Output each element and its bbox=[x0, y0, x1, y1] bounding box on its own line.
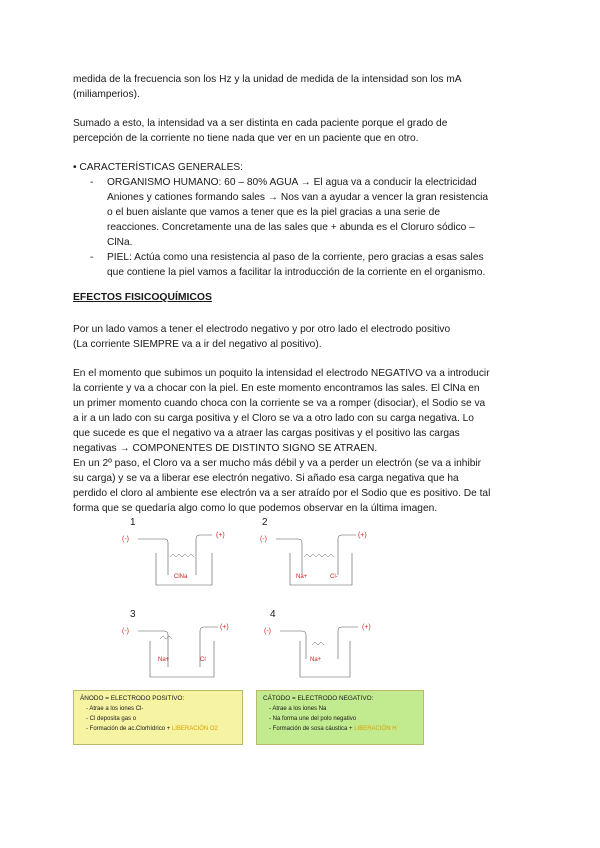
section-heading: EFECTOS FISICOQUÍMICOS bbox=[73, 292, 212, 303]
positive-electrode-label: (+) bbox=[362, 624, 371, 631]
ion-label: Cl bbox=[200, 657, 206, 663]
cathode-item: - Formación de sosa cáustica + LIBERACIÓN H bbox=[269, 726, 397, 732]
diagram-number: 2 bbox=[262, 517, 268, 528]
diagram-number: 1 bbox=[130, 517, 136, 528]
anode-item: - Cl deposita gas o bbox=[86, 716, 137, 722]
anode-highlight: LIBERACIÓN O2 bbox=[171, 726, 218, 732]
paragraph-line: negativas → COMPONENTES DE DISTINTO SIGNO SE ATRAEN. bbox=[73, 443, 378, 454]
anode-summary-box bbox=[73, 690, 243, 745]
positive-electrode-label: (+) bbox=[216, 532, 225, 539]
positive-electrode-label: (+) bbox=[358, 532, 367, 539]
list-line: reacciones. Concretamente una de las sales que + abunda es el Cloruro sódico – bbox=[107, 222, 475, 233]
ion-label: ClNa bbox=[174, 574, 188, 580]
list-line: Aniones y cationes formando sales → Nos van a ayudar a vencer la gran resistencia bbox=[107, 192, 489, 203]
paragraph-line: la corriente y va a chocar con la piel. En este momento encontramos las sales. El ClNa en bbox=[73, 383, 480, 394]
anode-title: ÁNODO = ELECTRODO POSITIVO: bbox=[80, 695, 185, 702]
paragraph-line: En un 2º paso, el Cloro va a ser mucho más débil y va a perder un electrón (se va a inhibir bbox=[73, 458, 482, 469]
list-line: o el buen aislante que vamos a tener que es la piel gracias a una serie de bbox=[107, 207, 441, 218]
negative-electrode-label: (-) bbox=[122, 536, 129, 543]
paragraph-line: medida de la frecuencia son los Hz y la unidad de medida de la intensidad son los mA bbox=[73, 74, 462, 85]
paragraph-line: perdido el cloro al ambiente ese electrón va a ser atraído por el Sodio que es positivo. De tal bbox=[73, 488, 491, 499]
electrolysis-diagram-2 bbox=[258, 527, 388, 587]
electrolysis-diagram-3 bbox=[120, 619, 250, 679]
cathode-highlight: LIBERACIÓN H bbox=[354, 726, 397, 732]
characteristic-item-organism bbox=[90, 175, 530, 253]
electrolysis-diagram-1-graphic bbox=[120, 527, 250, 587]
paragraph-line: (miliamperios). bbox=[73, 89, 140, 100]
list-line: ClNa. bbox=[107, 237, 133, 248]
list-line: PIEL: Actúa como una resistencia al paso de la corriente, pero gracias a esas sales bbox=[107, 252, 484, 263]
paragraph-line: percepción de la corriente no tiene nada que ver en un paciente que en otro. bbox=[73, 133, 419, 144]
paragraph-line: a ir a un lado con su carga positiva y el Cloro se va a otro lado con su carga negativa. Lo bbox=[73, 413, 474, 424]
paragraph-line: Sumado a esto, la intensidad va a ser distinta en cada paciente porque el grado de bbox=[73, 118, 448, 129]
ion-label: Na+ bbox=[296, 574, 308, 580]
ion-label: Cl- bbox=[330, 574, 338, 580]
positive-electrode-label: (+) bbox=[220, 624, 229, 631]
cathode-item: - Na forma une del polo negativo bbox=[269, 716, 357, 722]
negative-electrode-label: (-) bbox=[260, 536, 267, 543]
electrolysis-diagram-2-graphic bbox=[258, 527, 388, 587]
characteristic-item-skin bbox=[90, 250, 530, 282]
list-line: que contiene la piel vamos a facilitar la introducción de la corriente en el organismo. bbox=[107, 267, 486, 278]
paragraph-line: Por un lado vamos a tener el electrodo negativo y por otro lado el electrodo positivo bbox=[73, 324, 451, 335]
diagram-number: 3 bbox=[130, 609, 136, 620]
ion-label: Na+ bbox=[310, 657, 322, 663]
diagram-number: 4 bbox=[270, 609, 276, 620]
paragraph-line: que sucede es que el negativo va a atraer las cargas positivas y el positivo las cargas bbox=[73, 428, 460, 439]
ion-label: Na+ bbox=[158, 657, 170, 663]
negative-electrode-label: (-) bbox=[264, 628, 271, 635]
anode-item: - Formación de ac.Clorhídrico + LIBERACIÓN O2 bbox=[86, 726, 218, 732]
paragraph-line: En el momento que subimos un poquito la intensidad el electrodo NEGATIVO va a introducir bbox=[73, 368, 490, 379]
list-line: ORGANISMO HUMANO: 60 – 80% AGUA → El agua va a conducir la electricidad bbox=[107, 177, 477, 188]
paragraph-line: forma que se quedaría algo como lo que podemos observar en la última imagen. bbox=[73, 503, 438, 514]
list-dash: - bbox=[90, 177, 94, 188]
electrolysis-diagram-4 bbox=[262, 619, 392, 679]
paragraph-line: (La corriente SIEMPRE va a ir del negativo al positivo). bbox=[73, 339, 322, 350]
list-dash: - bbox=[90, 252, 94, 263]
negative-electrode-label: (-) bbox=[122, 628, 129, 635]
paragraph-line: un primer momento cuando choca con la corriente se va a romper (disociar), el Sodio se va bbox=[73, 398, 486, 409]
cathode-item: - Atrae a los iones Na bbox=[269, 706, 327, 712]
electrolysis-diagram-1 bbox=[120, 527, 250, 587]
characteristics-heading: • CARACTERÍSTICAS GENERALES: bbox=[73, 162, 243, 173]
electrolysis-diagram-4-graphic bbox=[262, 619, 392, 679]
cathode-title: CÁTODO = ELECTRODO NEGATIVO: bbox=[263, 695, 374, 702]
electrolysis-diagram-3-graphic bbox=[120, 619, 250, 679]
paragraph-line: su carga) y se va a liberar ese electrón negativo. Si añado esa carga negativa que ha bbox=[73, 473, 459, 484]
anode-item: - Atrae a los iones Cl- bbox=[86, 706, 144, 712]
cathode-summary-box bbox=[256, 690, 424, 745]
